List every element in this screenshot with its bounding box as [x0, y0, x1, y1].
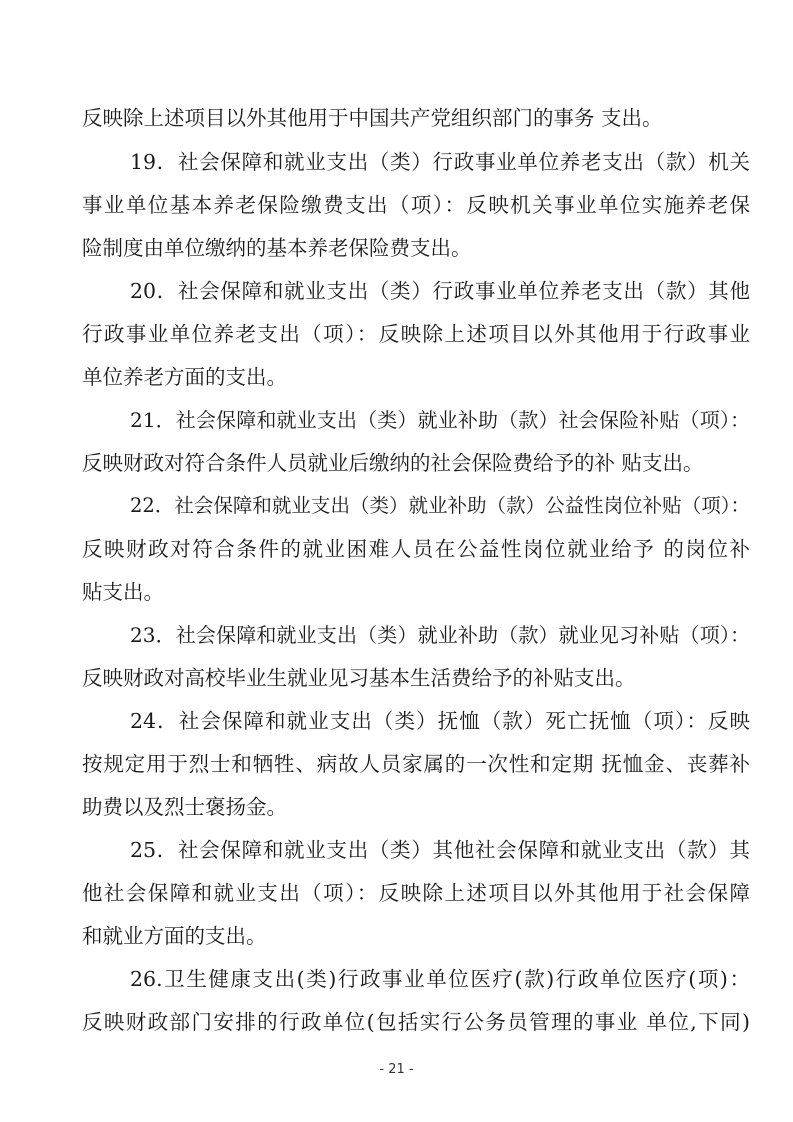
paragraph-24-line: 24．社会保障和就业支出（类）抚恤（款）死亡抚恤（项）：反映: [130, 709, 750, 733]
text-line: 险制度由单位缴纳的基本养老保险费支出。: [82, 236, 472, 260]
text-line: 和就业方面的支出。: [82, 924, 267, 948]
paragraph-26-line: 26.卫生健康支出(类)行政事业单位医疗(款)行政单位医疗(项)：: [130, 967, 750, 991]
paragraph-20-line: 20．社会保障和就业支出（类）行政事业单位养老支出（款）其他: [130, 279, 750, 303]
paragraph-21-line: 21．社会保障和就业支出（类）就业补助（款）社会保险补贴（项）：: [130, 408, 750, 432]
text-line: 他社会保障和就业支出（项）：反映除上述项目以外其他用于社会保障: [82, 881, 750, 905]
text-line: 反映财政对高校毕业生就业见习基本生活费给予的补贴支出。: [82, 666, 636, 690]
text-line: 反映财政对符合条件人员就业后缴纳的社会保险费给予的补 贴支出。: [82, 451, 704, 475]
text-line: 单位养老方面的支出。: [82, 365, 287, 389]
paragraph-22-line: 22．社会保障和就业支出（类）就业补助（款）公益性岗位补贴（项）：: [130, 494, 750, 517]
text-line: 反映除上述项目以外其他用于中国共产党组织部门的事务 支出。: [82, 106, 663, 130]
paragraph-23-line: 23．社会保障和就业支出（类）就业补助（款）就业见习补贴（项）：: [130, 623, 750, 647]
text-line: 反映财政部门安排的行政单位(包括实行公务员管理的事业 单位,下同): [82, 1010, 750, 1034]
text-line: 反映财政对符合条件的就业困难人员在公益性岗位就业给予 的岗位补: [82, 537, 750, 561]
text-line: 助费以及烈士褒扬金。: [82, 795, 287, 819]
page-number: - 21 -: [379, 1062, 414, 1077]
text-line: 事业单位基本养老保险缴费支出（项）：反映机关事业单位实施养老保: [82, 193, 750, 217]
paragraph-19-line: 19．社会保障和就业支出（类）行政事业单位养老支出（款）机关: [130, 150, 750, 174]
text-line: 行政事业单位养老支出（项）：反映除上述项目以外其他用于行政事业: [82, 322, 750, 346]
text-line: 贴支出。: [82, 580, 164, 604]
text-line: 按规定用于烈士和牺牲、病故人员家属的一次性和定期 抚恤金、丧葬补: [82, 752, 750, 776]
paragraph-25-line: 25．社会保障和就业支出（类）其他社会保障和就业支出（款）其: [130, 838, 750, 862]
